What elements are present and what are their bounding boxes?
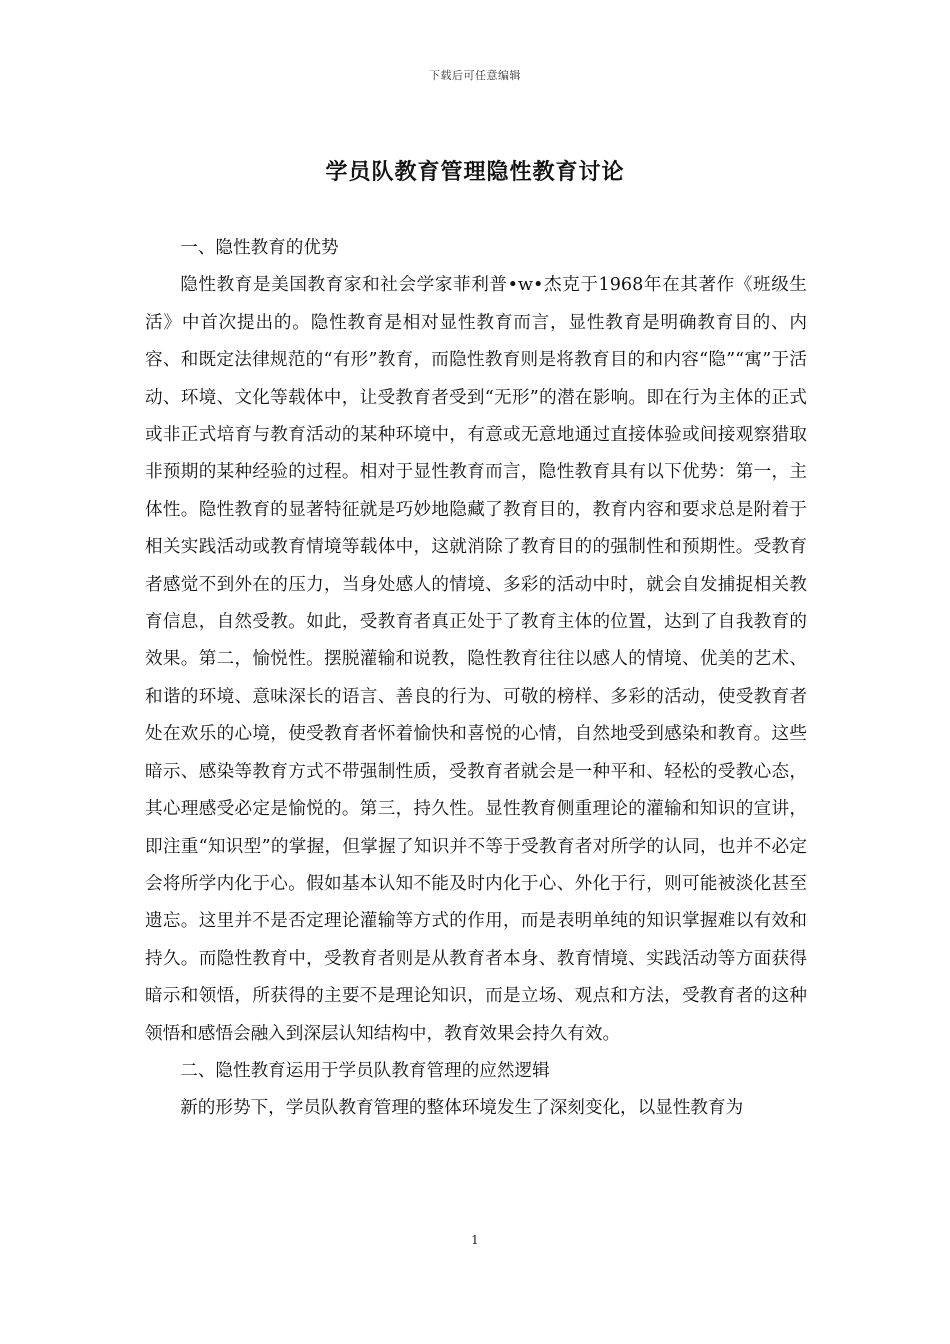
- header-note: 下载后可任意编辑: [429, 69, 521, 82]
- paragraph-1: 隐性教育是美国教育家和社会学家菲利普•w•杰克于1968年在其著作《班级生活》中首次提出的。隐性教育是相对显性教育而言，显性教育是明确教育目的、内容、和既定法律规范的“有形”教育，而隐性教育则是将教育目的和内容“隐”“寓”于活动、环境、文化等载体中，让受教育者受到“无形”的潜在影响。即在行为主体的正式或非正式培育与教育活动的某种环境中，有意或无意地通过直接体验或间接观察猎取非预期的某种经验的过程。相对于显性教育而言，隐性教育具有以下优势：第一，主体性。隐性教育的显著特征就是巧妙地隐藏了教育目的，教育内容和要求总是附着于相关实践活动或教育情境等载体中，这就消除了教育目的的强制性和预期性。受教育者感觉不到外在的压力，当身处感人的情境、多彩的活动中时，就会自发捕捉相关教育信息，自然受教。如此，受教育者真正处于了教育主体的位置，达到了自我教育的效果。第二，愉悦性。摆脱灌输和说教，隐性教育往往以感人的情境、优美的艺术、和谐的环境、意味深长的语言、善良的行为、可敬的榜样、多彩的活动，使受教育者处在欢乐的心境，使受教育者怀着愉快和喜悦的心情，自然地受到感染和教育。这些暗示、感染等教育方式不带强制性质，受教育者就会是一种平和、轻松的受教心态，其心理感受必定是愉悦的。第三，持久性。显性教育侧重理论的灌输和知识的宣讲，即注重“知识型”的掌握，但掌握了知识并不等于受教育者对所学的认同，也并不必定会将所学内化于心。假如基本认知不能及时内化于心、外化于行，则可能被淡化甚至遗忘。这里并不是否定理论灌输等方式的作用，而是表明单纯的知识掌握难以有效和持久。而隐性教育中，受教育者则是从教育者本身、教育情境、实践活动等方面获得暗示和领悟，所获得的主要不是理论知识，而是立场、观点和方法，受教育者的这种领悟和感悟会融入到深层认知结构中，教育效果会持久有效。: [145, 275, 807, 1044]
- page-number: 1: [471, 1233, 479, 1247]
- document-title: 学员队教育管理隐性教育讨论: [325, 159, 625, 185]
- section-heading-2: 二、隐性教育运用于学员队教育管理的应然逻辑: [180, 1060, 550, 1081]
- document-body: [145, 230, 807, 1128]
- section-heading-1: 一、隐性教育的优势: [180, 238, 339, 258]
- paragraph-2: 新的形势下，学员队教育管理的整体环境发生了深刻变化，以显性教育为: [180, 1098, 744, 1119]
